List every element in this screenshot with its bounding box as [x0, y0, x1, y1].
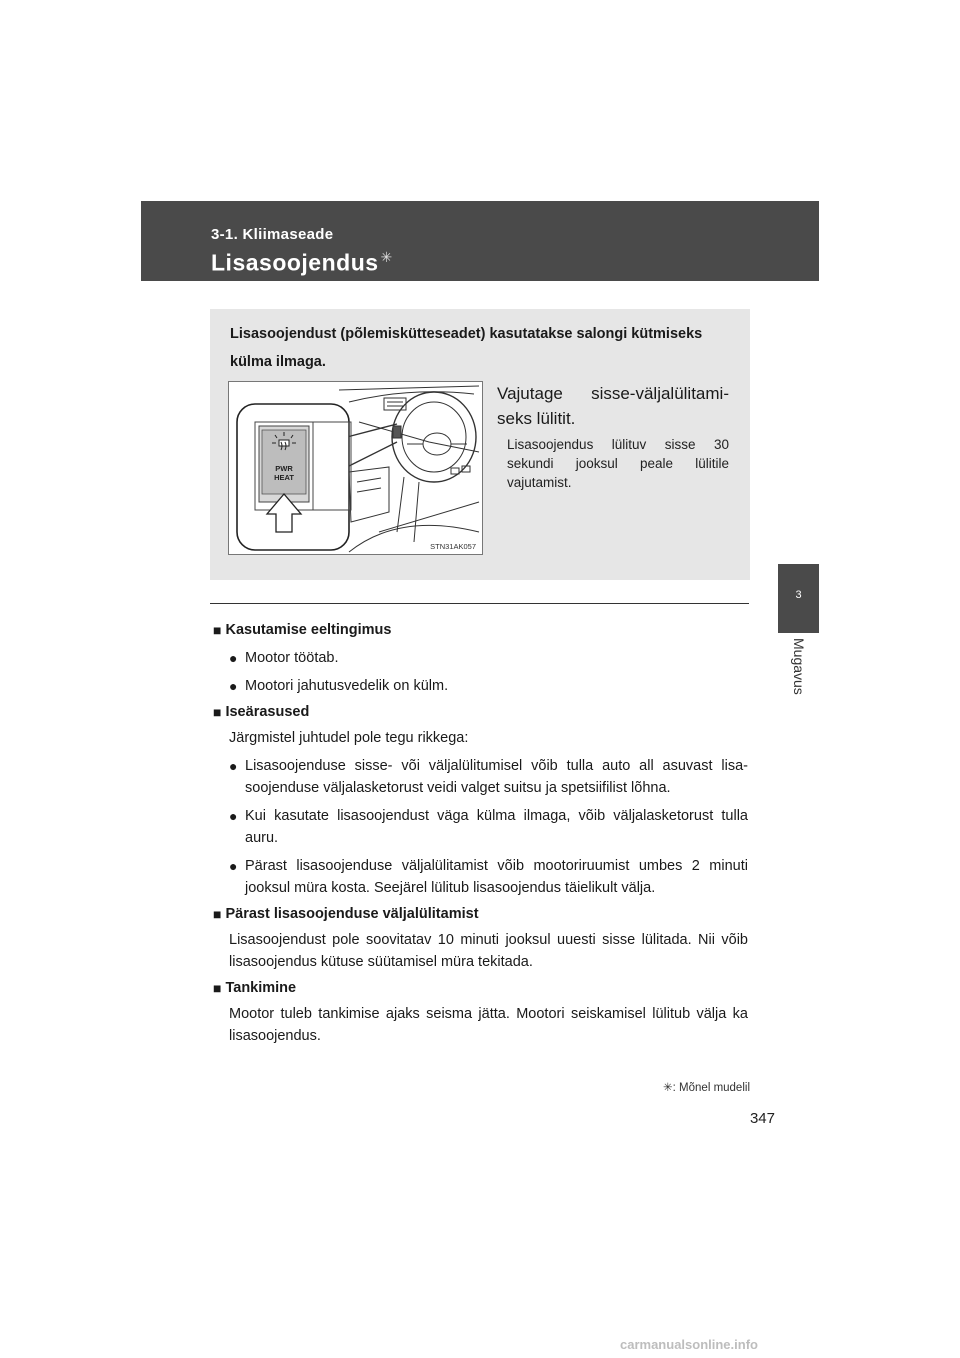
chapter-label: Mugavus: [791, 638, 807, 695]
list-item-text: Pärast lisasoojenduse väljalülitamist võib mootoriruumist umbes 2 minuti jooksul müra kosta. Seejärel lülitub lisasoojendus täielikult välja.: [245, 858, 748, 896]
intro-box: [210, 309, 750, 580]
button-label-heat: HEAT: [274, 473, 294, 482]
section-heading-text: Pärast lisasoojenduse väljalülitamist: [225, 906, 479, 922]
footnote: [615, 1080, 750, 1094]
list-item-text: Mootori jahutusvedelik on külm.: [245, 678, 449, 694]
footnote-text: : Mõnel mudelil: [672, 1082, 750, 1094]
asterisk-icon: ✳: [380, 249, 393, 265]
list-item: [213, 647, 748, 669]
switch-illustration: [228, 381, 483, 555]
section-heading: [213, 977, 748, 999]
square-bullet-icon: ■: [213, 980, 222, 996]
bullet-icon: ●: [229, 858, 238, 874]
paragraph: Lisasoojendust pole soovitatav 10 minuti jooksul uuesti sisse lülitada. Nii võib lisasoojendus kütuse süütamisel müra tekitada.: [229, 932, 748, 970]
page-header: [141, 201, 819, 281]
step-title: Vajutage sisse-väljalülitami-seks lülitit.: [497, 384, 729, 428]
section-label: 3-1. Kliimaseade: [211, 226, 334, 243]
list-item: [213, 805, 748, 849]
page-title-text: Lisasoojendus: [211, 249, 379, 276]
page-title: [211, 249, 393, 277]
list-item: [213, 675, 748, 697]
chapter-tab: 3: [778, 564, 819, 633]
section-heading: [213, 903, 748, 925]
paragraph: Mootor tuleb tankimise ajaks seisma jätta. Mootori seiskamisel lülitub välja ka lisasoojendus.: [229, 1006, 748, 1044]
bullet-icon: ●: [229, 650, 238, 666]
section-heading-text: Kasutamise eeltingimus: [225, 622, 392, 638]
list-item: [213, 755, 748, 799]
bullet-icon: ●: [229, 808, 238, 824]
dashboard-drawing: [229, 382, 482, 554]
paragraph: Järgmistel juhtudel pole tegu rikkega:: [229, 730, 469, 746]
watermark: carmanualsonline.info: [620, 1337, 758, 1352]
section-heading-text: Tankimine: [225, 980, 297, 996]
section-heading: [213, 619, 748, 641]
list-item-text: Kui kasutate lisasoojendust väga külma ilmaga, võib väljalasketorust tulla auru.: [245, 808, 748, 846]
page-number: 347: [749, 1110, 775, 1127]
bullet-icon: ●: [229, 678, 238, 694]
step-description: Lisasoojendus lülituv sisse 30 sekundi jooksul peale lülitile vajutamist.: [507, 437, 729, 490]
content-body: [213, 619, 748, 1047]
asterisk-icon: ✳: [663, 1082, 673, 1094]
section-heading-text: Iseärasused: [225, 704, 310, 720]
button-label-pwr: PWR: [275, 464, 293, 473]
figure-code: STN31AK057: [430, 542, 476, 551]
bullet-icon: ●: [229, 758, 238, 774]
intro-text: Lisasoojendust (põlemiskütteseadet) kasutatakse salongi kütmiseks külma ilmaga.: [230, 326, 703, 370]
section-heading: [213, 701, 748, 723]
list-item: [213, 855, 748, 899]
square-bullet-icon: ■: [213, 906, 222, 922]
list-item-text: Lisasoojenduse sisse- või väljalülitumisel võib tulla auto all asuvast lisa-soojenduse väljalasketorust veidi valget suitsu ja spetsiifilist lõhna.: [245, 758, 748, 796]
list-item-text: Mootor töötab.: [245, 650, 339, 666]
square-bullet-icon: ■: [213, 622, 222, 638]
square-bullet-icon: ■: [213, 704, 222, 720]
divider: [210, 603, 749, 604]
